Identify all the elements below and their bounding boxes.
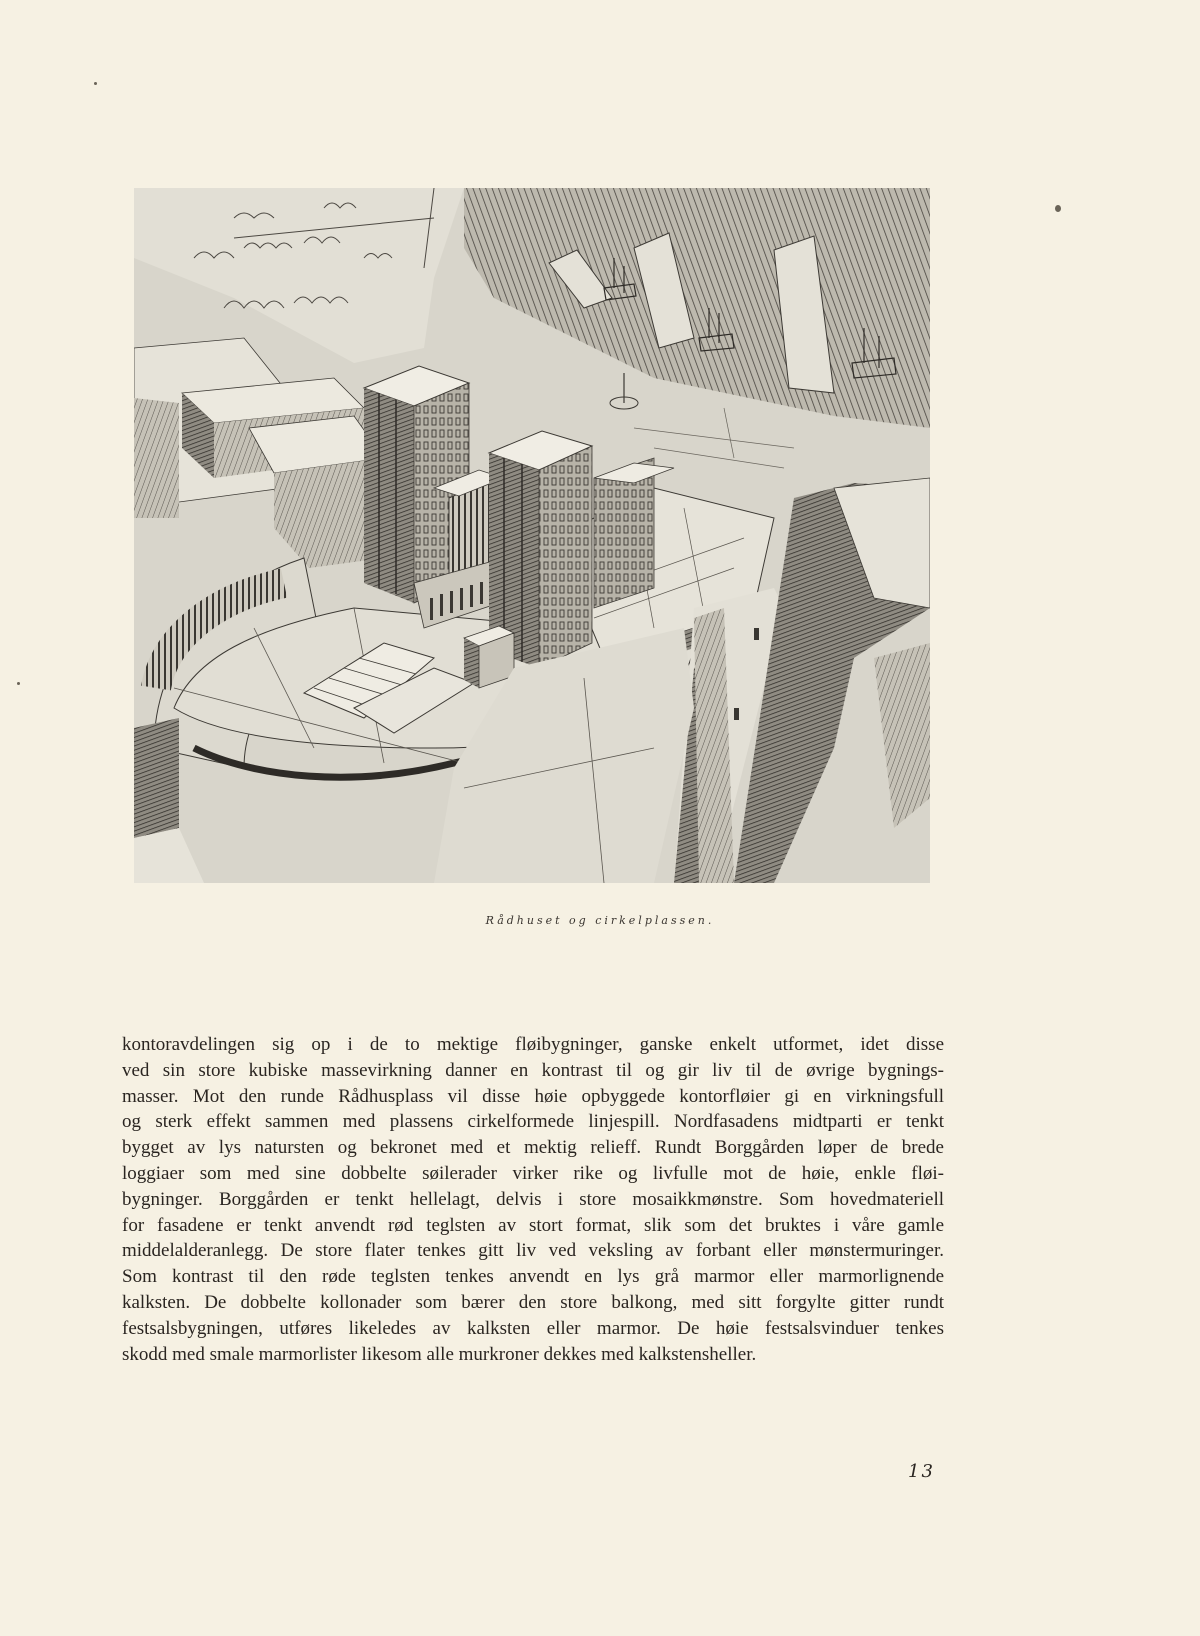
- page-number: 13: [908, 1461, 935, 1482]
- text-line: bygget av lys natursten og bekronet med et mektig relieff. Rundt Borggården løper de brede: [122, 1137, 944, 1159]
- text-line: for fasadene er tenkt anvendt rød teglsten av stort format, slik som det bruktes i våre gamle: [122, 1214, 944, 1236]
- paper-speck: [94, 82, 97, 85]
- body-paragraph: [122, 1032, 944, 1367]
- text-line: og sterk effekt sammen med plassens cirkelformede linjespill. Nordfasadens midtparti er tenkt: [122, 1111, 944, 1133]
- text-line: kontoravdelingen sig op i de to mektige fløibygninger, ganske enkelt utformet, idet disse: [122, 1034, 944, 1055]
- figure-caption: Rådhuset og cirkelplassen.: [485, 914, 715, 927]
- text-line: loggiaer som med sine dobbelte søilerader virker rike og livfulle mot de høie, enkle fløi-: [122, 1162, 944, 1184]
- text-line: ved sin store kubiske massevirkning danner en kontrast til og gir liv til de øvrige bygnings-: [122, 1059, 944, 1081]
- text-line: middelalderanlegg. De store flater tenkes gitt liv ved veksling av forbant eller mønstermuringer.: [122, 1240, 944, 1262]
- text-line: Som kontrast til den røde teglsten tenkes anvendt en lys grå marmor eller marmorlignende: [122, 1266, 944, 1288]
- text-line: kalksten. De dobbelte kollonader som bærer den store balkong, med sitt forgylte gitter rundt: [122, 1291, 944, 1313]
- paper-speck: [17, 682, 20, 685]
- text-line: festsalsbygningen, utføres likeledes av kalksten eller marmor. De høie festsalsvinduer tenkes: [122, 1317, 944, 1339]
- paper-speck: [1055, 205, 1061, 212]
- text-line: bygninger. Borggården er tenkt hellelagt, delvis i store mosaikkmønstre. Som hovedmateriell: [122, 1188, 944, 1210]
- text-line: skodd med smale marmorlister likesom alle murkroner dekkes med kalkstensheller.: [122, 1343, 757, 1365]
- city-hall-illustration: [134, 188, 930, 883]
- text-line: masser. Mot den runde Rådhusplass vil disse høie opbyggede kontorfløier gi en virkningsfull: [122, 1085, 944, 1107]
